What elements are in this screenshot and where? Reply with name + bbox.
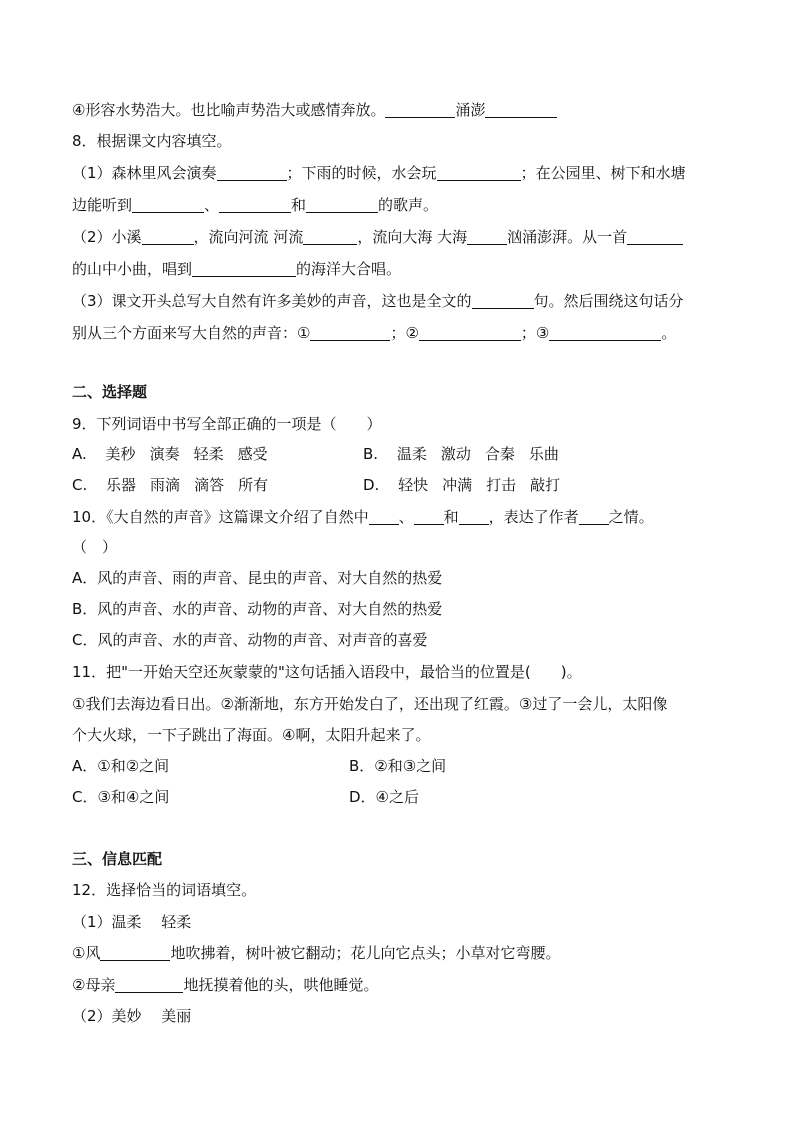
q8-part2-line2: 的山中小曲，唱到 的海洋大合唱。 xyxy=(72,260,402,278)
q8-part1-line2: 边能听到 、 和 的歌声。 xyxy=(72,196,439,214)
q10-answer-paren: （ ） xyxy=(72,538,118,556)
q11-options-row1 xyxy=(72,755,724,777)
q9-option-d[interactable]: D. 轻快 冲满 打击 敲打 xyxy=(363,476,561,494)
q8-part3-line1: （3）课文开头总写大自然有许多美妙的声音，这也是全文的 句。然后围绕这句话分 xyxy=(72,292,684,310)
answer-blank[interactable] xyxy=(467,229,507,245)
q10-option-b[interactable]: B．风的声音、水的声音、动物的声音、对大自然的热爱 xyxy=(72,600,443,618)
q12-sentence1: ①风 地吹拂着，树叶被它翻动；花儿向它点头；小草对它弯腰。 xyxy=(72,944,561,962)
answer-blank[interactable] xyxy=(306,197,378,213)
q11-passage-line2: 个大火球，一下子跳出了海面。④啊，太阳升起来了。 xyxy=(72,726,431,744)
answer-blank[interactable] xyxy=(219,197,291,213)
answer-blank[interactable] xyxy=(419,325,521,341)
q10-option-a[interactable]: A．风的声音、雨的声音、昆虫的声音、对大自然的热爱 xyxy=(72,569,443,587)
answer-blank[interactable] xyxy=(217,165,287,181)
q9-option-a[interactable]: A. 美秒 演奏 轻柔 感受 xyxy=(72,445,268,463)
answer-blank[interactable] xyxy=(303,229,357,245)
q8-part3-line2: 别从三个方面来写大自然的声音：① ；② ；③ 。 xyxy=(72,324,677,342)
q11-options-row2 xyxy=(72,786,724,808)
answer-blank[interactable] xyxy=(459,509,489,525)
q11-option-c[interactable]: C．③和④之间 xyxy=(72,788,170,806)
answer-blank[interactable] xyxy=(549,325,661,341)
answer-blank[interactable] xyxy=(385,102,455,118)
q9-stem: 9．下列词语中书写全部正确的一项是（ ） xyxy=(72,415,382,433)
q8-part2-line1: （2）小溪 ，流向河流 河流 ，流向大海 大海 汹涌澎湃。从一首 xyxy=(72,226,724,248)
answer-blank[interactable] xyxy=(310,325,390,341)
answer-blank[interactable] xyxy=(142,229,194,245)
q12-group2-words: （2）美妙 美丽 xyxy=(72,1007,192,1025)
q12-group1-words: （1）温柔 轻柔 xyxy=(72,913,192,931)
answer-blank[interactable] xyxy=(472,293,534,309)
q12-stem: 12．选择恰当的词语填空。 xyxy=(72,881,257,899)
q10-stem: 10．《大自然的声音》这篇课文介绍了自然中 、 和 ，表达了作者 之情。 xyxy=(72,508,654,526)
answer-blank[interactable] xyxy=(192,261,296,277)
answer-blank[interactable] xyxy=(579,509,609,525)
answer-blank[interactable] xyxy=(485,102,557,118)
q9-options-row2 xyxy=(72,474,724,496)
answer-blank[interactable] xyxy=(115,977,183,993)
answer-blank[interactable] xyxy=(100,945,170,961)
q11-option-b[interactable]: B．②和③之间 xyxy=(349,757,447,775)
q11-stem: 11．把"一开始天空还灰蒙蒙的"这句话插入语段中，最恰当的位置是( )。 xyxy=(72,663,582,681)
q9-option-b[interactable]: B. 温柔 激动 合秦 乐曲 xyxy=(363,445,559,463)
q7-item-4: ④形容水势浩大。也比喻声势浩大或感情奔放。 涌澎 xyxy=(72,99,724,121)
section-3-heading: 三、信息匹配 xyxy=(72,850,163,868)
q9-options-row1 xyxy=(72,443,724,465)
answer-blank[interactable] xyxy=(437,165,521,181)
section-2-heading: 二、选择题 xyxy=(72,383,148,401)
answer-blank[interactable] xyxy=(132,197,204,213)
q8-part1-line1: （1）森林里风会演奏 ；下雨的时候，水会玩 ；在公园里、树下和水塘 xyxy=(72,164,686,182)
q11-option-a[interactable]: A．①和②之间 xyxy=(72,757,170,775)
answer-blank[interactable] xyxy=(627,229,683,245)
q10-option-c[interactable]: C．风的声音、水的声音、动物的声音、对声音的喜爱 xyxy=(72,631,428,649)
q12-sentence2: ②母亲 地抚摸着他的头，哄他睡觉。 xyxy=(72,976,379,994)
q9-option-c[interactable]: C. 乐器 雨滴 滴答 所有 xyxy=(72,476,269,494)
answer-blank[interactable] xyxy=(369,509,399,525)
answer-blank[interactable] xyxy=(414,509,444,525)
q11-passage-line1: ①我们去海边看日出。②渐渐地，东方开始发白了，还出现了红霞。③过了一会儿，太阳像 xyxy=(72,695,668,713)
q8-title: 8．根据课文内容填空。 xyxy=(72,132,232,150)
q11-option-d[interactable]: D．④之后 xyxy=(349,788,419,806)
